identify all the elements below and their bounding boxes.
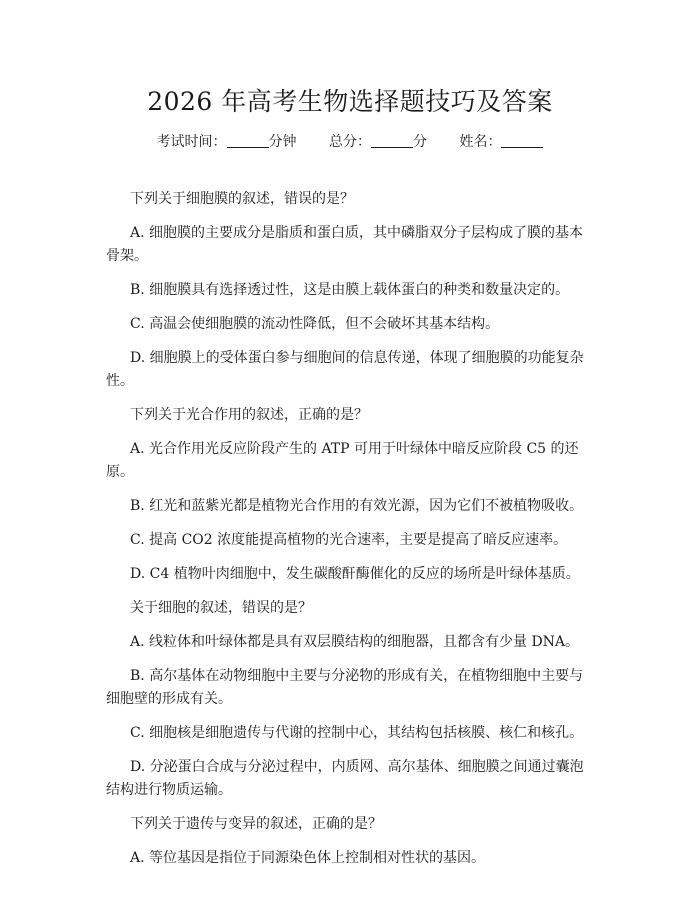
question-option: D. 细胞膜上的受体蛋白参与细胞间的信息传递，体现了细胞膜的功能复杂性。 [106, 350, 584, 389]
exam-time-field [157, 131, 297, 151]
exam-time-unit: 分钟 [268, 134, 297, 150]
question-option: D. 分泌蛋白合成与分泌过程中，内质网、高尔基体、细胞膜之间通过囊泡结构进行物质运输。 [106, 759, 584, 798]
question-stem: 关于细胞的叙述，错误的是？ [130, 600, 312, 616]
question-stem: 下列关于细胞膜的叙述，错误的是？ [130, 191, 354, 207]
question-list [106, 188, 596, 881]
question-option: A. 光合作用光反应阶段产生的 ATP 可用于叶绿体中暗反应阶段 C5 的还原。 [106, 441, 579, 480]
question-option: C. 高温会使细胞膜的流动性降低，但不会破坏其基本结构。 [130, 316, 500, 332]
question-option: A. 线粒体和叶绿体都是具有双层膜结构的细胞器，且都含有少量 DNA。 [130, 634, 580, 650]
question-option: B. 高尔基体在动物细胞中主要与分泌物的形成有关，在植物细胞中主要与细胞壁的形成有关。 [106, 668, 584, 707]
question-stem: 下列关于遗传与变异的叙述，正确的是？ [130, 816, 382, 832]
exam-time-blank [227, 135, 269, 148]
question-option: B. 细胞膜具有选择透过性，这是由膜上载体蛋白的种类和数量决定的。 [130, 282, 570, 298]
question-option: D. C4 植物叶肉细胞中，发生碳酸酐酶催化的反应的场所是叶绿体基质。 [130, 566, 580, 582]
total-score-label: 总分： [329, 134, 371, 150]
question-option: A. 细胞膜的主要成分是脂质和蛋白质，其中磷脂双分子层构成了膜的基本骨架。 [106, 225, 584, 264]
question-option: C. 细胞核是细胞遗传与代谢的控制中心，其结构包括核膜、核仁和核孔。 [130, 725, 584, 741]
name-field [459, 131, 543, 151]
name-blank [501, 135, 543, 148]
total-score-field [329, 131, 427, 151]
question-option: B. 红光和蓝紫光都是植物光合作用的有效光源，因为它们不被植物吸收。 [130, 498, 584, 514]
name-label: 姓名： [459, 134, 502, 150]
total-score-blank [371, 135, 413, 148]
document-title: 2026 年高考生物选择题技巧及答案 [147, 87, 553, 116]
total-score-unit: 分 [413, 134, 427, 150]
exam-time-label: 考试时间： [156, 134, 227, 150]
question-stem: 下列关于光合作用的叙述，正确的是？ [130, 407, 368, 423]
exam-meta-line [0, 131, 700, 151]
question-option: C. 提高 CO2 浓度能提高植物的光合速率，主要是提高了暗反应速率。 [130, 532, 568, 548]
question-option: A. 等位基因是指位于同源染色体上控制相对性状的基因。 [130, 850, 486, 866]
